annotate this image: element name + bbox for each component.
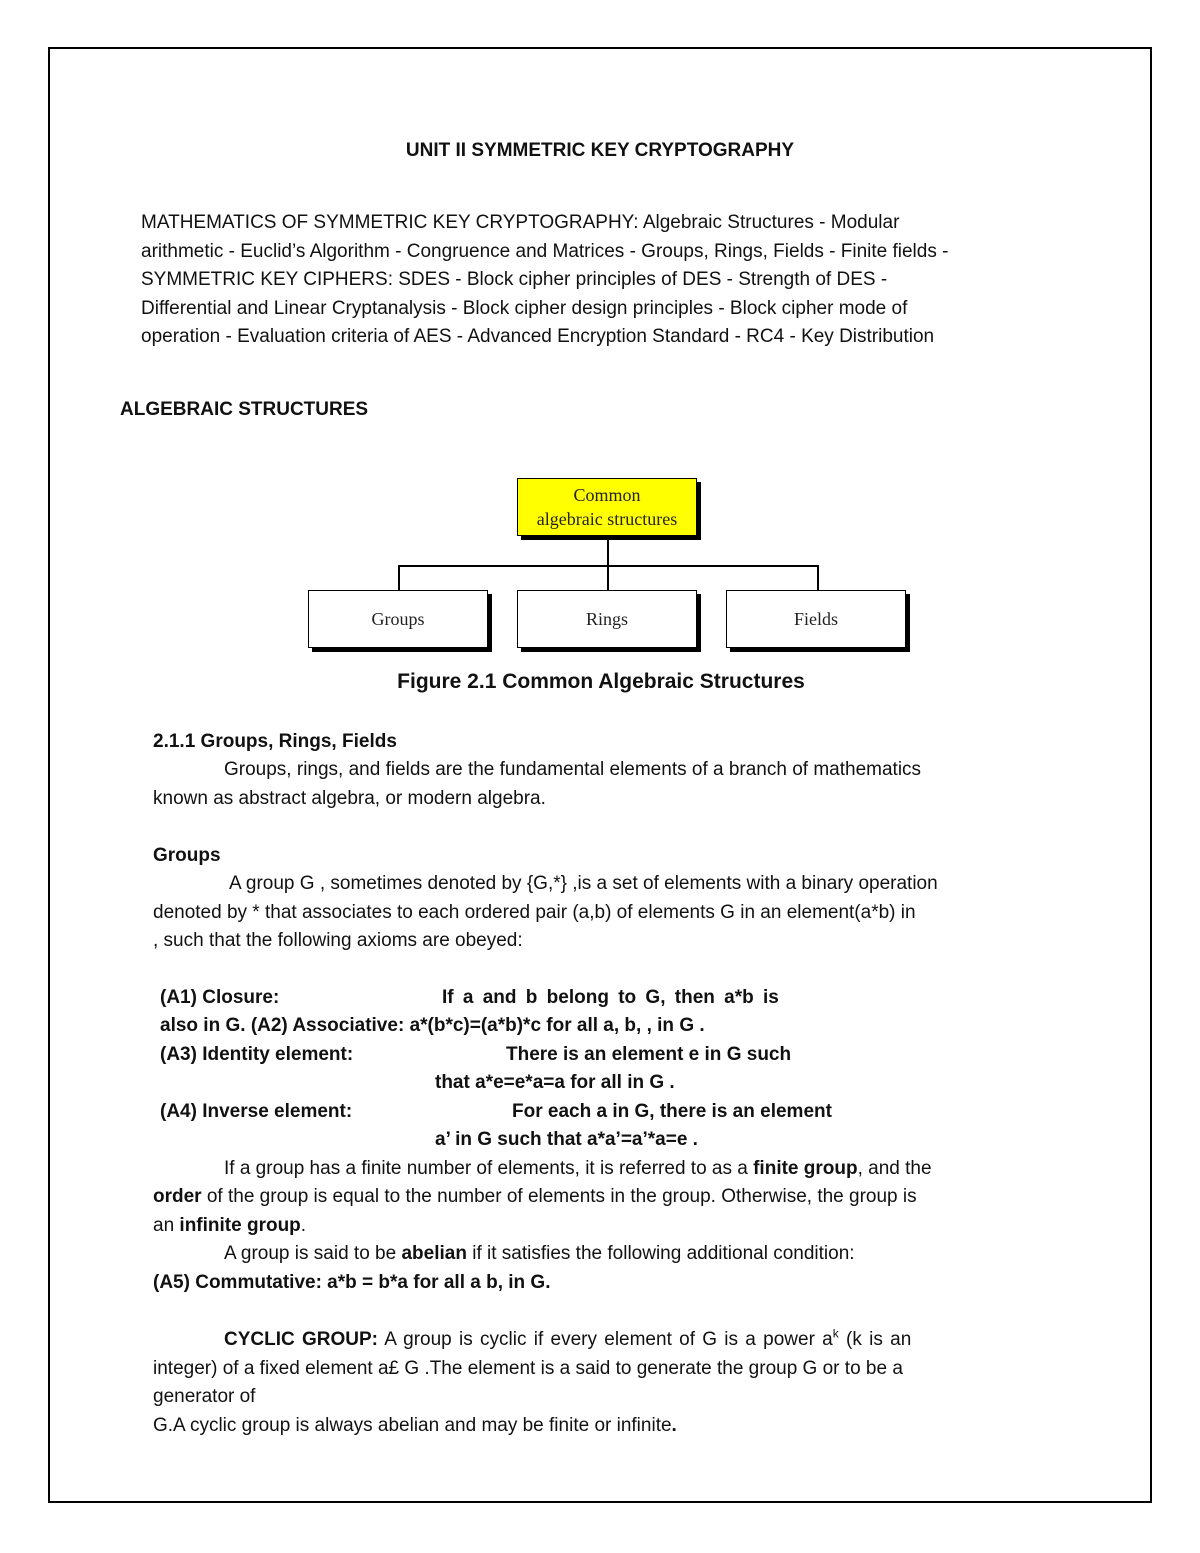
groups-definition: denoted by * that associates to each ordered pair (a,b) of elements G in an element(a*b) in — [153, 902, 916, 923]
groups-definition: A group G , sometimes denoted by {G,*} ,is a set of elements with a binary operation — [229, 873, 938, 894]
subsection-heading: 2.1.1 Groups, Rings, Fields — [153, 731, 397, 752]
syllabus-line: MATHEMATICS OF SYMMETRIC KEY CRYPTOGRAPHY: Algebraic Structures - Modular — [141, 212, 900, 233]
abelian-line — [224, 1240, 855, 1269]
text-run: G.A cyclic group is always abelian and may be finite or infinite — [153, 1415, 672, 1436]
diagram-box-fields: Fields — [726, 590, 906, 648]
intro-line: known as abstract algebra, or modern algebra. — [153, 788, 546, 809]
section-heading-algebraic: ALGEBRAIC STRUCTURES — [120, 399, 369, 420]
diagram-box-groups: Groups — [308, 590, 488, 648]
syllabus — [141, 209, 1061, 352]
cyclic-group-line — [153, 1412, 677, 1441]
text-run: A group is said to be — [224, 1243, 402, 1264]
axiom-a1-cont: also in G. — [160, 1015, 246, 1036]
axiom-a5: (A5) Commutative: a*b = b*a for all a b, in G. — [153, 1272, 551, 1293]
syllabus-line: SYMMETRIC KEY CIPHERS: SDES - Block cipher principles of DES - Strength of DES - — [141, 269, 888, 290]
axiom-a1-label: (A1) Closure: — [160, 987, 280, 1008]
intro-line: Groups, rings, and fields are the fundamental elements of a branch of mathematics — [224, 759, 922, 780]
syllabus-line: Differential and Linear Cryptanalysis - Block cipher design principles - Block cipher mode of — [141, 297, 908, 319]
finite-group-line — [224, 1155, 932, 1184]
axiom-a2-label: (A2) Associative: — [250, 1015, 405, 1036]
term-infinite-group: infinite group — [179, 1215, 301, 1236]
syllabus-line: arithmetic - Euclid’s Algorithm - Congruence and Matrices - Groups, Rings, Fields - Finite fields - — [141, 240, 949, 262]
term-cyclic-group: CYCLIC GROUP: — [224, 1329, 378, 1350]
superscript-k: k — [832, 1326, 839, 1341]
axiom-a3-label: (A3) Identity element: — [160, 1044, 354, 1065]
diagram-connector — [398, 565, 400, 591]
axiom-a4-label: (A4) Inverse element: — [160, 1101, 353, 1122]
text-run: . — [300, 1215, 307, 1236]
cyclic-group-line: integer) of a fixed element a£ G .The element is a said to generate the group G or to be a — [153, 1358, 903, 1379]
axiom-a3-text: There is an element e in G such — [506, 1044, 792, 1065]
term-order: order — [153, 1186, 202, 1207]
syllabus-line: operation - Evaluation criteria of AES - Advanced Encryption Standard - RC4 - Key Distribution — [141, 326, 935, 347]
diagram-root-line1: Common — [573, 485, 641, 505]
axiom-a4-cont: a’ in G such that a*a’=a’*a=e . — [435, 1129, 698, 1150]
diagram-root-line2: algebraic structures — [536, 509, 678, 529]
axiom-a2-text: a*(b*c)=(a*b)*c for all a, b, , in G . — [409, 1015, 705, 1036]
diagram-connector — [817, 565, 819, 591]
axiom-a3-cont: that a*e=e*a=a for all in G . — [435, 1072, 675, 1093]
text-run: of the group is equal to the number of elements in the group. Otherwise, the group is — [201, 1186, 917, 1207]
page-title: UNIT II SYMMETRIC KEY CRYPTOGRAPHY — [405, 140, 795, 161]
text-run: A group is cyclic if every element of G is a power a — [378, 1329, 833, 1350]
diagram-root-box — [517, 478, 697, 536]
groups-definition: , such that the following axioms are obeyed: — [153, 930, 523, 951]
cyclic-group-line — [224, 1326, 911, 1355]
text-run: (k is an — [838, 1329, 912, 1350]
diagram-box-rings: Rings — [517, 590, 697, 648]
term-finite-group: finite group — [753, 1158, 858, 1179]
diagram-connector — [398, 565, 819, 567]
text-run: , and the — [857, 1158, 932, 1179]
term-abelian: abelian — [401, 1243, 467, 1264]
axiom-a1-text: If a and b belong to G, then a*b is — [442, 987, 779, 1008]
axiom-a4-text: For each a in G, there is an element — [512, 1101, 832, 1122]
finite-group-line — [153, 1183, 917, 1212]
finite-group-line — [153, 1212, 306, 1241]
text-run: . — [671, 1415, 677, 1436]
text-run: If a group has a finite number of elements, it is referred to as a — [224, 1158, 754, 1179]
figure-caption: Figure 2.1 Common Algebraic Structures — [397, 670, 805, 693]
text-run: if it satisfies the following additional condition: — [466, 1243, 855, 1264]
text-run: an — [153, 1215, 180, 1236]
cyclic-group-line: generator of — [153, 1386, 256, 1407]
axiom-a1-a2-line — [160, 1012, 705, 1041]
groups-heading: Groups — [153, 845, 221, 866]
